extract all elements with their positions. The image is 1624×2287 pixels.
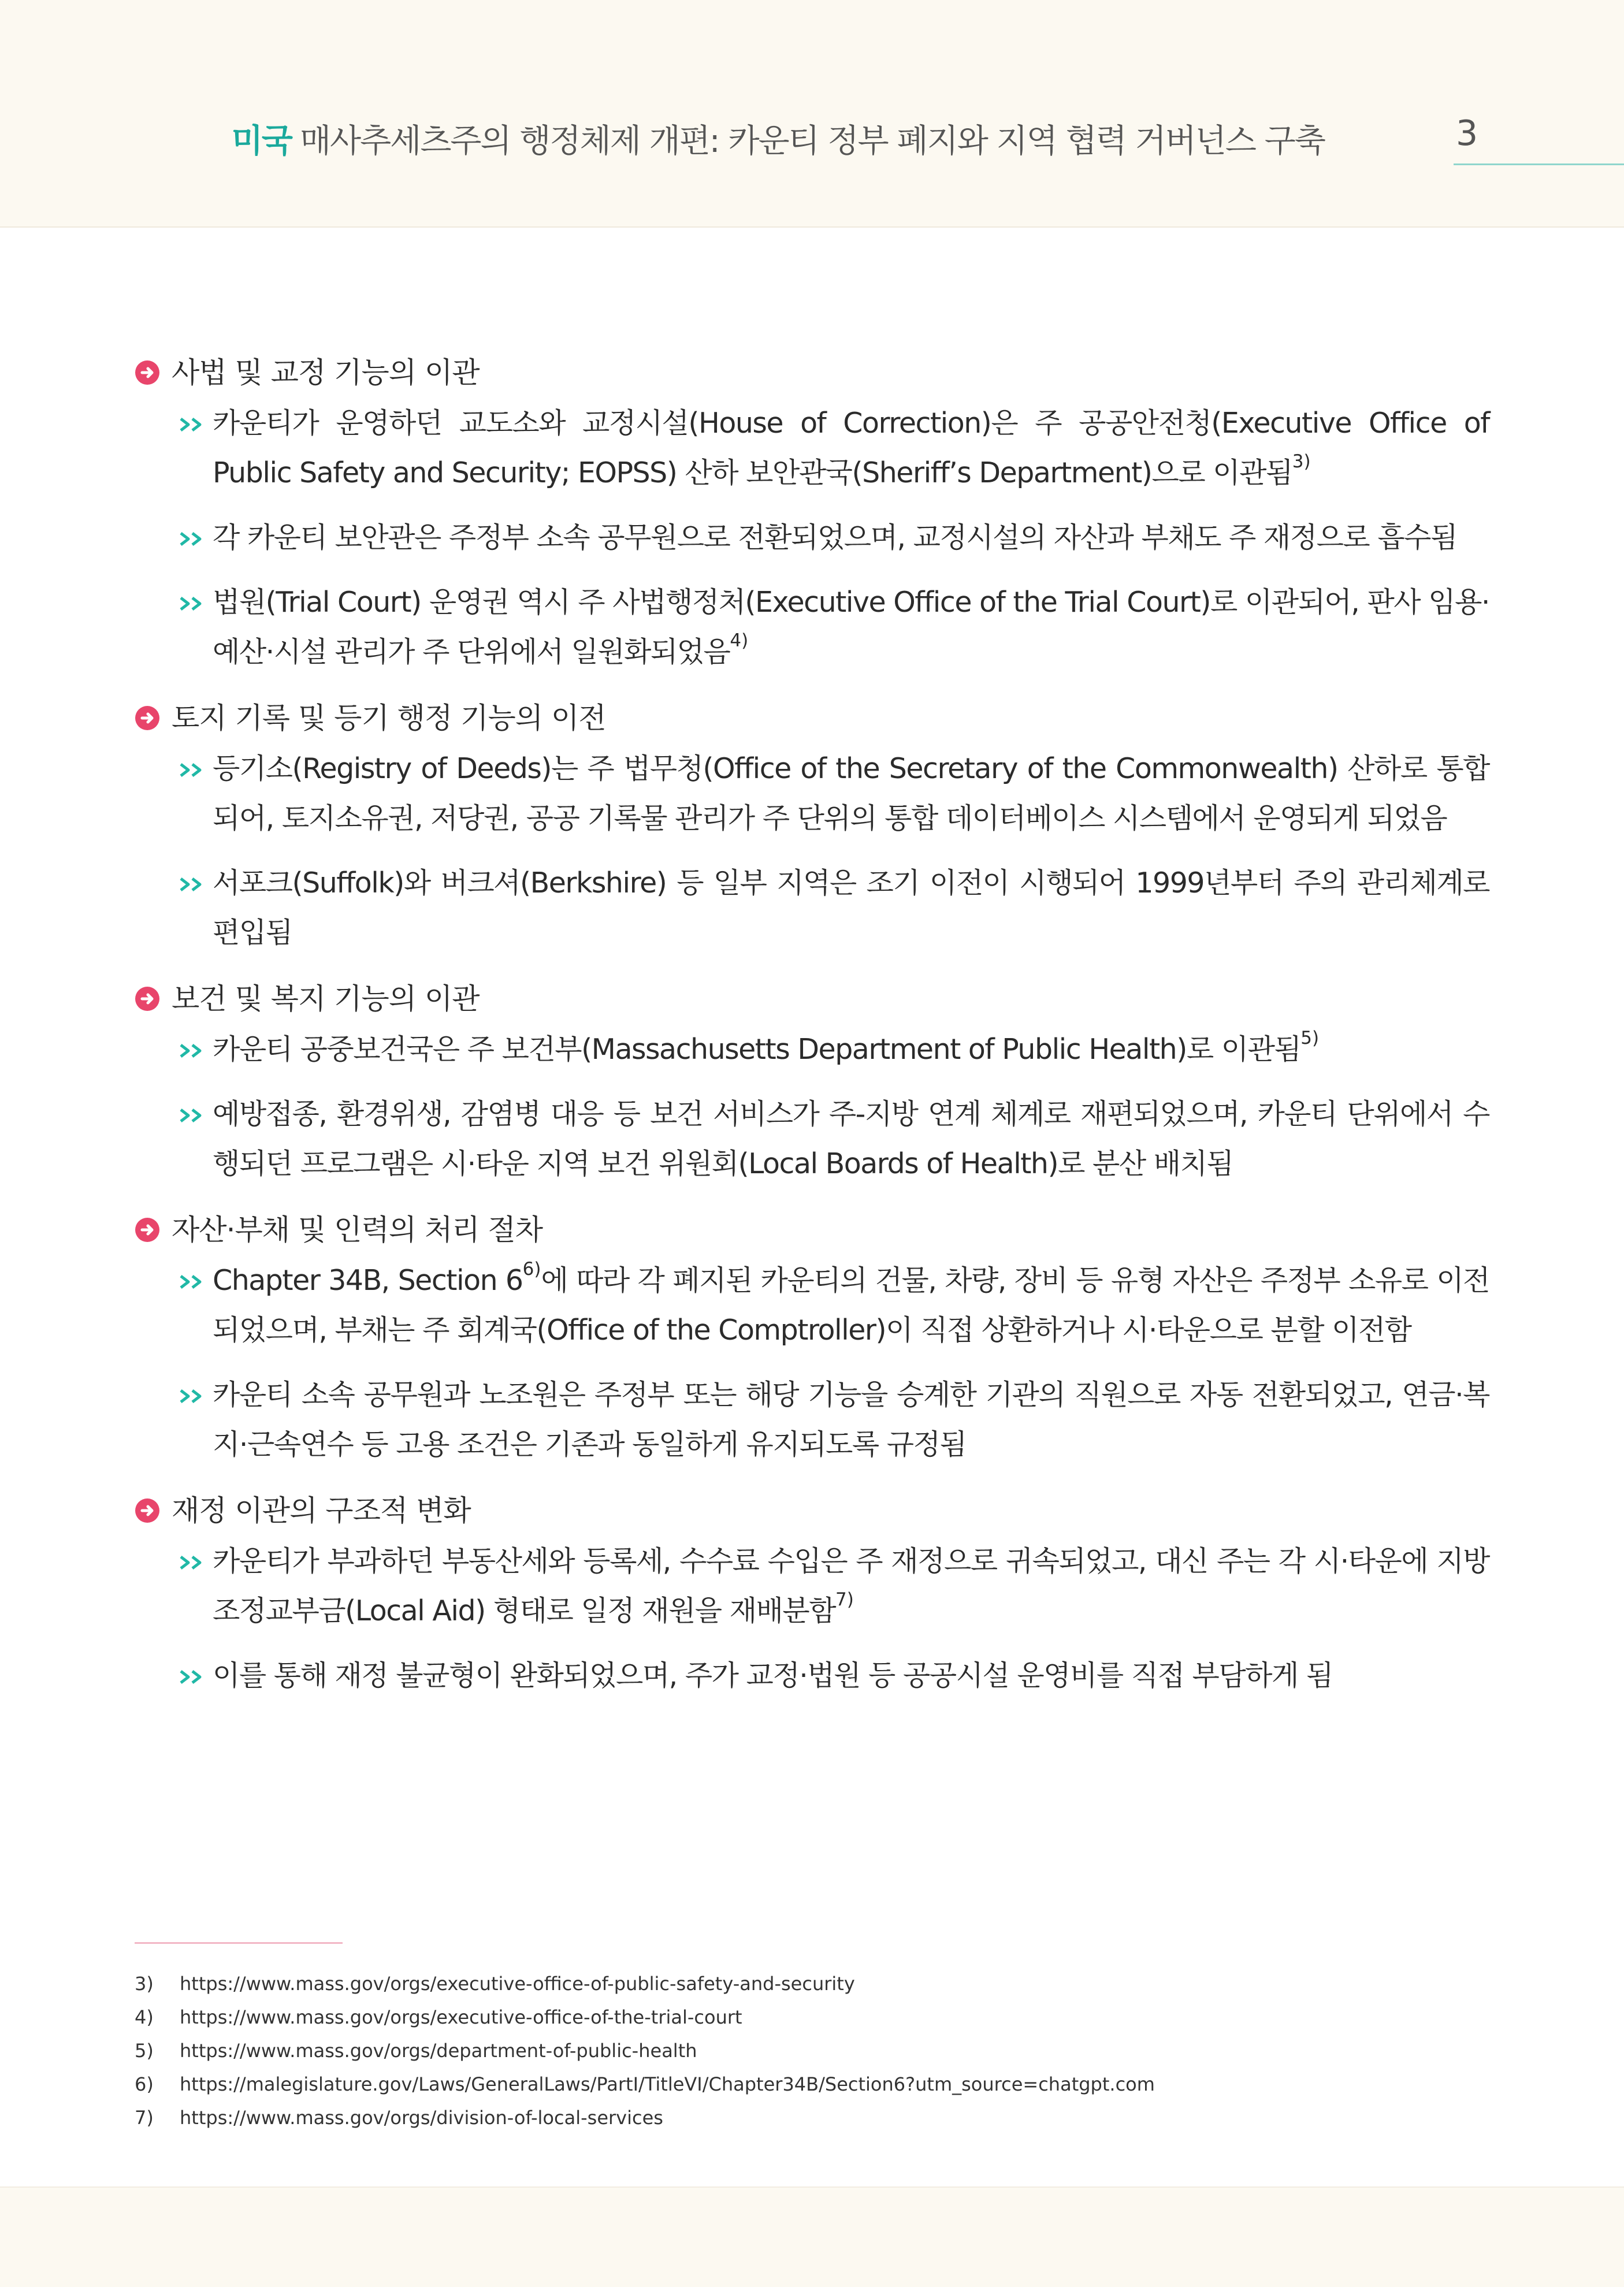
list-item <box>135 1025 1489 1074</box>
list-item-body: 카운티가 부과하던 부동산세와 등록세, 수수료 수입은 주 재정으로 귀속되었고, 대신 주는 각 시·타운에 지방조정교부금(Local Aid) 형태로 일정 재원을 재배분함 <box>213 1545 1489 1627</box>
list-item-text <box>213 1089 1489 1189</box>
double-chevron-icon <box>177 531 210 546</box>
list-item-text <box>213 744 1489 843</box>
double-chevron-icon <box>177 596 210 611</box>
list-item-body: 등기소(Registry of Deeds)는 주 법무청(Office of the Secretary of the Commonwealth) 산하로 통합되어, 토지소유권, 저당권, 공공 기록물 관리가 주 단위의 통합 데이터베이스 시스템에서 운영되게 되었음 <box>213 752 1489 835</box>
list-item <box>135 578 1489 677</box>
circle-arrow-icon <box>135 1217 160 1243</box>
circle-arrow-icon <box>135 360 160 385</box>
list-item <box>135 1537 1489 1636</box>
list-item-text <box>213 1537 1489 1636</box>
list-item-text <box>213 1370 1489 1470</box>
list-item <box>135 513 1489 563</box>
double-chevron-icon <box>177 1274 210 1289</box>
document-title: 매사추세츠주의 행정체제 개편: 카운티 정부 폐지와 지역 협력 거버넌스 구축 <box>299 122 1325 160</box>
list-item-body: 법원(Trial Court) 운영권 역시 주 사법행정처(Executive Office of the Trial Court)로 이관되어, 판사 임용·예산·시설 관리가 주 단위에서 일원화되었음 <box>213 586 1489 668</box>
list-item-body: 카운티가 운영하던 교도소와 교정시설(House of Correction)은 주 공공안전청(Executive Office of Public Safety and Security; EOPSS) 산하 보안관국(Sheriff’s Department)으로 이관됨 <box>213 407 1489 489</box>
footnote-link[interactable]: https://www.mass.gov/orgs/department-of-public-health <box>180 2040 697 2062</box>
footnote-ref: 4) <box>730 630 749 651</box>
double-chevron-icon <box>177 763 210 778</box>
list-item-lead: Chapter 34B, Section 6 <box>213 1264 523 1297</box>
double-chevron-icon <box>177 1043 210 1058</box>
list-item-text <box>213 513 1489 563</box>
footnote-link[interactable]: https://www.mass.gov/orgs/executive-office-of-public-safety-and-security <box>180 1973 855 1995</box>
country-label: 미국 <box>231 122 292 160</box>
section-health <box>135 973 1489 1189</box>
list-item <box>135 858 1489 958</box>
list-item-text <box>213 1256 1489 1355</box>
double-chevron-icon <box>177 417 210 432</box>
list-item-body: 에 따라 각 폐지된 카운티의 건물, 차량, 장비 등 유형 자산은 주정부 소유로 이전되었으며, 부채는 주 회계국(Office of the Comptroller)이 직접 상환하거나 시·타운으로 분할 이전함 <box>213 1264 1489 1347</box>
list-item <box>135 1370 1489 1470</box>
page-number: 3 <box>1456 113 1478 154</box>
list-item-text <box>213 578 1489 677</box>
section-heading-text: 토지 기록 및 등기 행정 기능의 이전 <box>172 701 606 735</box>
list-item <box>135 1089 1489 1189</box>
circle-arrow-icon <box>135 705 160 731</box>
section-judicial <box>135 347 1489 677</box>
double-chevron-icon <box>177 1108 210 1123</box>
footnote <box>135 1967 1489 2000</box>
section-finance <box>135 1485 1489 1701</box>
footnote-number: 7) <box>135 2107 154 2129</box>
body-content <box>135 347 1489 1716</box>
footnote-ref: 5) <box>1300 1028 1320 1048</box>
list-item-body: 예방접종, 환경위생, 감염병 대응 등 보건 서비스가 주-지방 연계 체계로 재편되었으며, 카운티 단위에서 수행되던 프로그램은 시·타운 지역 보건 위원회(Local Boards of Health)로 분산 배치됨 <box>213 1098 1489 1180</box>
list-item <box>135 1256 1489 1355</box>
section-assets <box>135 1204 1489 1470</box>
footnote-number: 3) <box>135 1973 154 1995</box>
footnote-ref: 3) <box>1292 451 1311 472</box>
section-heading-text: 사법 및 교정 기능의 이관 <box>172 356 480 389</box>
list-item-text <box>213 858 1489 958</box>
section-heading-text: 재정 이관의 구조적 변화 <box>172 1494 471 1527</box>
double-chevron-icon <box>177 877 210 892</box>
list-item-body: 카운티 공중보건국은 주 보건부(Massachusetts Department of Public Health)로 이관됨 <box>213 1033 1301 1066</box>
footnote <box>135 2101 1489 2134</box>
footnote-link[interactable]: https://www.mass.gov/orgs/executive-office-of-the-trial-court <box>180 2006 742 2028</box>
section-heading <box>135 1204 1489 1256</box>
double-chevron-icon <box>177 1669 210 1684</box>
footnote-ref: 6) <box>522 1259 541 1280</box>
list-item-body: 각 카운티 보안관은 주정부 소속 공무원으로 전환되었으며, 교정시설의 자산과 부채도 주 재정으로 흡수됨 <box>213 521 1457 554</box>
list-item <box>135 1651 1489 1701</box>
list-item <box>135 399 1489 498</box>
footnotes <box>135 1967 1489 2134</box>
footnote-link[interactable]: https://malegislature.gov/Laws/GeneralLaws/PartI/TitleVI/Chapter34B/Section6?utm_source=chatgpt.com <box>180 2073 1155 2095</box>
circle-arrow-icon <box>135 986 160 1012</box>
footnote <box>135 2067 1489 2101</box>
footnote <box>135 2034 1489 2067</box>
section-land-records <box>135 692 1489 958</box>
page-footer <box>0 2186 1624 2287</box>
double-chevron-icon <box>177 1555 210 1570</box>
page-header <box>0 0 1624 228</box>
section-heading <box>135 973 1489 1025</box>
section-heading <box>135 347 1489 399</box>
circle-arrow-icon <box>135 1498 160 1523</box>
footnote-ref: 7) <box>835 1589 854 1610</box>
footnote-number: 4) <box>135 2006 154 2028</box>
footnote-link[interactable]: https://www.mass.gov/orgs/division-of-local-services <box>180 2107 663 2129</box>
double-chevron-icon <box>177 1389 210 1404</box>
running-title <box>232 116 1325 162</box>
list-item-body: 카운티 소속 공무원과 노조원은 주정부 또는 해당 기능을 승계한 기관의 직원으로 자동 전환되었고, 연금·복지·근속연수 등 고용 조건은 기존과 동일하게 유지되도록 규정됨 <box>213 1378 1489 1461</box>
section-heading-text: 보건 및 복지 기능의 이관 <box>172 982 480 1016</box>
list-item-text <box>213 1025 1489 1074</box>
section-heading-text: 자산·부채 및 인력의 처리 절차 <box>172 1213 543 1247</box>
list-item-text <box>213 1651 1489 1701</box>
footnote-divider <box>135 1942 343 1944</box>
page-number-rule <box>1454 163 1624 165</box>
section-heading <box>135 692 1489 744</box>
footnote-number: 6) <box>135 2073 154 2095</box>
list-item-body: 서포크(Suffolk)와 버크셔(Berkshire) 등 일부 지역은 조기 이전이 시행되어 1999년부터 주의 관리체계로 편입됨 <box>213 867 1489 949</box>
list-item-text <box>213 399 1489 498</box>
footnote <box>135 2000 1489 2034</box>
list-item-body: 이를 통해 재정 불균형이 완화되었으며, 주가 교정·법원 등 공공시설 운영비를 직접 부담하게 됨 <box>213 1659 1333 1692</box>
section-heading <box>135 1485 1489 1537</box>
list-item <box>135 744 1489 843</box>
footnote-number: 5) <box>135 2040 154 2062</box>
